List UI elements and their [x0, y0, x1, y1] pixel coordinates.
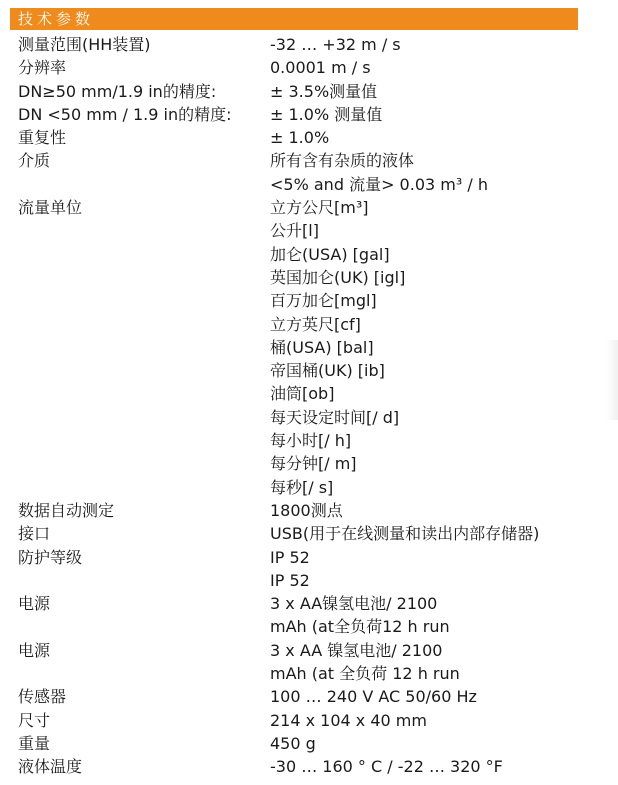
spec-row — [0, 732, 618, 755]
spec-values — [270, 80, 618, 103]
spec-row — [0, 126, 618, 149]
spec-values — [270, 592, 618, 639]
spec-values — [270, 709, 618, 732]
spec-value: IP 52 — [270, 547, 310, 567]
spec-value: 桶(USA) [bal] — [270, 337, 374, 357]
section-title: 技术参数 — [18, 10, 95, 28]
spec-row — [0, 103, 618, 126]
spec-value: <5% and 流量> 0.03 m³ / h — [270, 174, 488, 194]
spec-label: DN≥50 mm/1.9 in的精度: — [18, 81, 217, 101]
spec-value: -30 … 160 ° C / -22 … 320 °F — [270, 757, 503, 777]
spec-table — [0, 33, 618, 779]
spec-value: IP 52 — [270, 570, 310, 590]
spec-label: 测量范围(HH装置) — [18, 35, 151, 54]
spec-value: ± 1.0% 测量值 — [270, 104, 383, 124]
spec-values — [270, 639, 618, 686]
spec-label: 介质 — [18, 151, 51, 171]
spec-label: 液体温度 — [18, 757, 83, 777]
spec-label: 尺寸 — [18, 710, 51, 730]
spec-row — [0, 522, 618, 545]
spec-value: ± 3.5%测量值 — [270, 81, 378, 101]
spec-values — [270, 33, 618, 56]
spec-value: 每分钟[/ m] — [270, 454, 357, 474]
spec-value: 百万加仑[mgl] — [270, 291, 377, 311]
spec-row — [0, 196, 618, 499]
spec-value: 450 g — [270, 733, 316, 753]
spec-label: 重复性 — [18, 128, 67, 148]
spec-label: 流量单位 — [18, 198, 83, 218]
spec-value: 公升[l] — [270, 221, 319, 241]
spec-row — [0, 546, 618, 593]
spec-value: 1800测点 — [270, 500, 343, 520]
spec-row — [0, 80, 618, 103]
spec-label: DN <50 mm / 1.9 in的精度: — [18, 104, 232, 124]
spec-value: 立方公尺[m³] — [270, 198, 369, 218]
spec-label: 防护等级 — [18, 547, 83, 567]
spec-values — [270, 522, 618, 545]
spec-value: mAh (at全负荷12 h run — [270, 617, 450, 637]
spec-row — [0, 499, 618, 522]
spec-value: -32 … +32 m / s — [270, 35, 401, 54]
spec-label: 电源 — [18, 594, 51, 614]
spec-value: 0.0001 m / s — [270, 58, 371, 78]
spec-value: 每秒[/ s] — [270, 477, 334, 497]
spec-label: 接口 — [18, 524, 51, 544]
spec-label: 分辨率 — [18, 58, 67, 78]
spec-row — [0, 592, 618, 639]
spec-value: 3 x AA 镍氢电池/ 2100 — [270, 640, 443, 660]
spec-row — [0, 709, 618, 732]
spec-values — [270, 103, 618, 126]
spec-values — [270, 755, 618, 778]
spec-row — [0, 149, 618, 196]
spec-value: ± 1.0% — [270, 128, 330, 148]
spec-row — [0, 755, 618, 778]
spec-value: USB(用于在线测量和读出内部存储器) — [270, 524, 540, 544]
spec-row — [0, 639, 618, 686]
spec-value: 所有含有杂质的液体 — [270, 151, 415, 171]
spec-value: 100 … 240 V AC 50/60 Hz — [270, 687, 477, 707]
spec-values — [270, 196, 618, 499]
spec-value: 214 x 104 x 40 mm — [270, 710, 427, 730]
spec-row — [0, 685, 618, 708]
spec-values — [270, 732, 618, 755]
spec-row — [0, 33, 618, 56]
spec-values — [270, 546, 618, 593]
spec-label: 数据自动测定 — [18, 500, 115, 520]
spec-value: 每天设定时间[/ d] — [270, 407, 400, 427]
spec-value: 立方英尺[cf] — [270, 314, 361, 334]
spec-values — [270, 149, 618, 196]
spec-label: 电源 — [18, 640, 51, 660]
spec-label: 重量 — [18, 733, 51, 753]
page-edge-shadow — [606, 340, 618, 420]
spec-value: 3 x AA镍氢电池/ 2100 — [270, 594, 438, 614]
spec-label: 传感器 — [18, 687, 67, 707]
spec-value: 帝国桶(UK) [ib] — [270, 361, 385, 381]
spec-value: mAh (at 全负荷 12 h run — [270, 664, 460, 684]
spec-value: 每小时[/ h] — [270, 431, 352, 451]
spec-value: 加仑(USA) [gal] — [270, 244, 390, 264]
spec-values — [270, 56, 618, 79]
spec-values — [270, 685, 618, 708]
section-header — [10, 8, 578, 30]
spec-value: 油筒[ob] — [270, 384, 335, 404]
spec-values — [270, 499, 618, 522]
spec-row — [0, 56, 618, 79]
spec-values — [270, 126, 618, 149]
spec-value: 英国加仑(UK) [igl] — [270, 267, 406, 287]
